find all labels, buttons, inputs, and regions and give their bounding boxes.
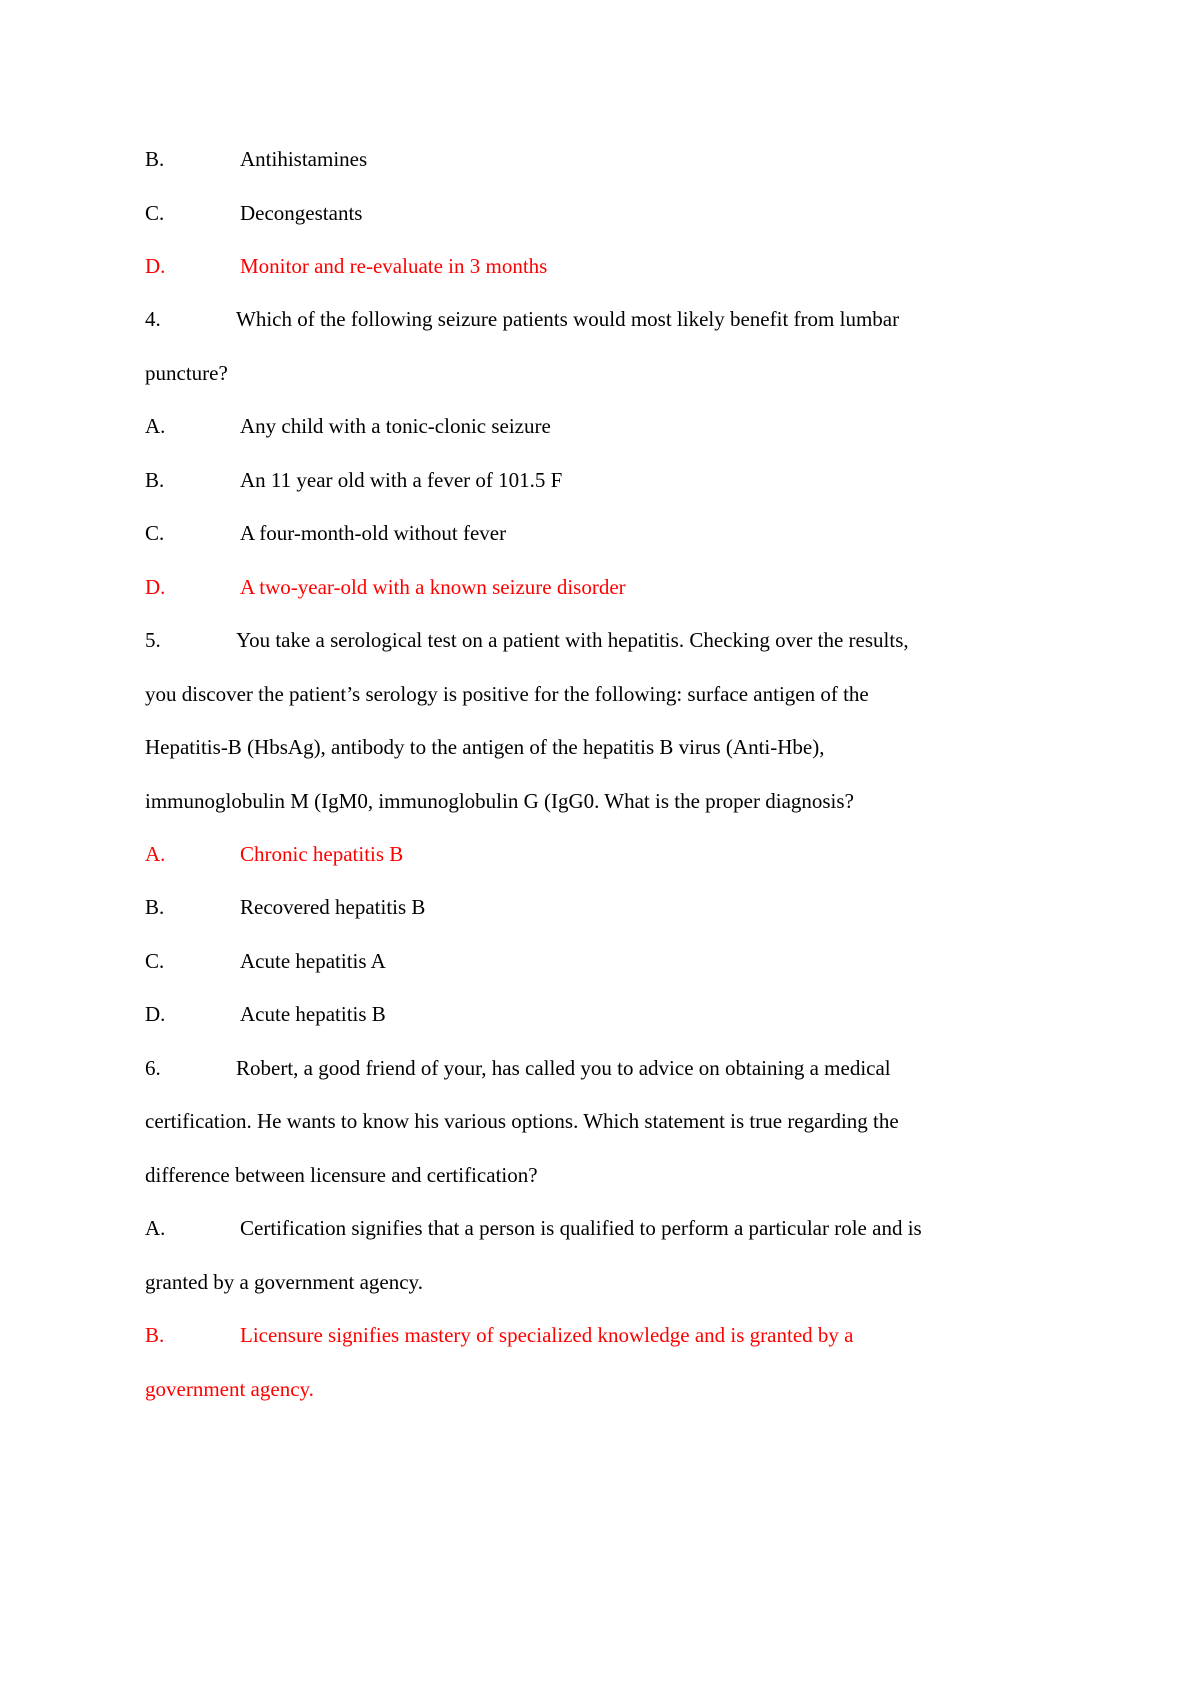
q5-option-a-correct [145,841,403,867]
option-text: A two-year-old with a known seizure disorder [240,575,626,599]
option-text: Certification signifies that a person is qualified to perform a particular role and is [240,1216,922,1240]
q6-question-line3 [145,1162,538,1188]
q6-question-line1 [145,1055,891,1081]
q6-option-a-line1 [145,1215,922,1241]
option-text: Acute hepatitis B [240,1002,386,1026]
option-label: A. [145,1216,166,1240]
question-text: Robert, a good friend of your, has called you to advice on obtaining a medical [236,1056,891,1080]
option-label: C. [145,521,165,545]
q5-question-line3 [145,734,824,760]
option-label: B. [145,147,165,171]
option-text: A four-month-old without fever [240,521,507,545]
question-number: 5. [145,628,161,652]
option-text: Antihistamines [240,147,368,171]
q3-option-d-correct [145,253,547,279]
option-label: A. [145,842,166,866]
option-label: C. [145,201,165,225]
option-text: An 11 year old with a fever of 101.5 F [240,468,563,492]
option-text: Chronic hepatitis B [240,842,404,866]
question-text: certification. He wants to know his various options. Which statement is true regarding the [145,1109,899,1133]
option-text: Recovered hepatitis B [240,895,426,919]
option-label: B. [145,468,165,492]
question-text: immunoglobulin M (IgM0, immunoglobulin G (IgG0. What is the proper diagnosis? [145,789,854,813]
question-text: puncture? [145,361,228,385]
q4-option-b [145,467,562,493]
q4-option-c [145,520,506,546]
question-text: Hepatitis-B (HbsAg), antibody to the antigen of the hepatitis B virus (Anti-Hbe), [145,735,825,759]
option-label: B. [145,1323,165,1347]
option-label: D. [145,254,166,278]
question-text: Which of the following seizure patients would most likely benefit from lumbar [236,307,900,331]
option-text: Any child with a tonic-clonic seizure [240,414,551,438]
question-text: you discover the patient’s serology is positive for the following: surface antigen of the [145,682,869,706]
q6-option-b-correct-line1 [145,1322,853,1348]
option-label: C. [145,949,165,973]
q6-option-b-correct-line2 [145,1376,314,1402]
option-label: D. [145,1002,166,1026]
q3-option-c [145,200,362,226]
option-label: A. [145,414,166,438]
q4-option-d-correct [145,574,626,600]
option-text: Acute hepatitis A [240,949,386,973]
q5-question-line4 [145,788,854,814]
q4-question-line1 [145,306,899,332]
option-text: government agency. [145,1377,314,1401]
option-text: Monitor and re-evaluate in 3 months [240,254,548,278]
q5-option-c [145,948,386,974]
q5-question-line2 [145,681,869,707]
option-text: Licensure signifies mastery of specialized knowledge and is granted by a [240,1323,854,1347]
option-label: B. [145,895,165,919]
q5-option-d [145,1001,386,1027]
option-text: granted by a government agency. [145,1270,423,1294]
question-number: 4. [145,307,161,331]
option-label: D. [145,575,166,599]
q4-question-line2 [145,360,228,386]
question-text: difference between licensure and certification? [145,1163,538,1187]
question-number: 6. [145,1056,161,1080]
q5-question-line1 [145,627,909,653]
option-text: Decongestants [240,201,363,225]
q4-option-a [145,413,551,439]
question-text: You take a serological test on a patient with hepatitis. Checking over the results, [236,628,909,652]
q3-option-b [145,146,367,172]
q6-option-a-line2 [145,1269,423,1295]
q6-question-line2 [145,1108,899,1134]
q5-option-b [145,894,425,920]
